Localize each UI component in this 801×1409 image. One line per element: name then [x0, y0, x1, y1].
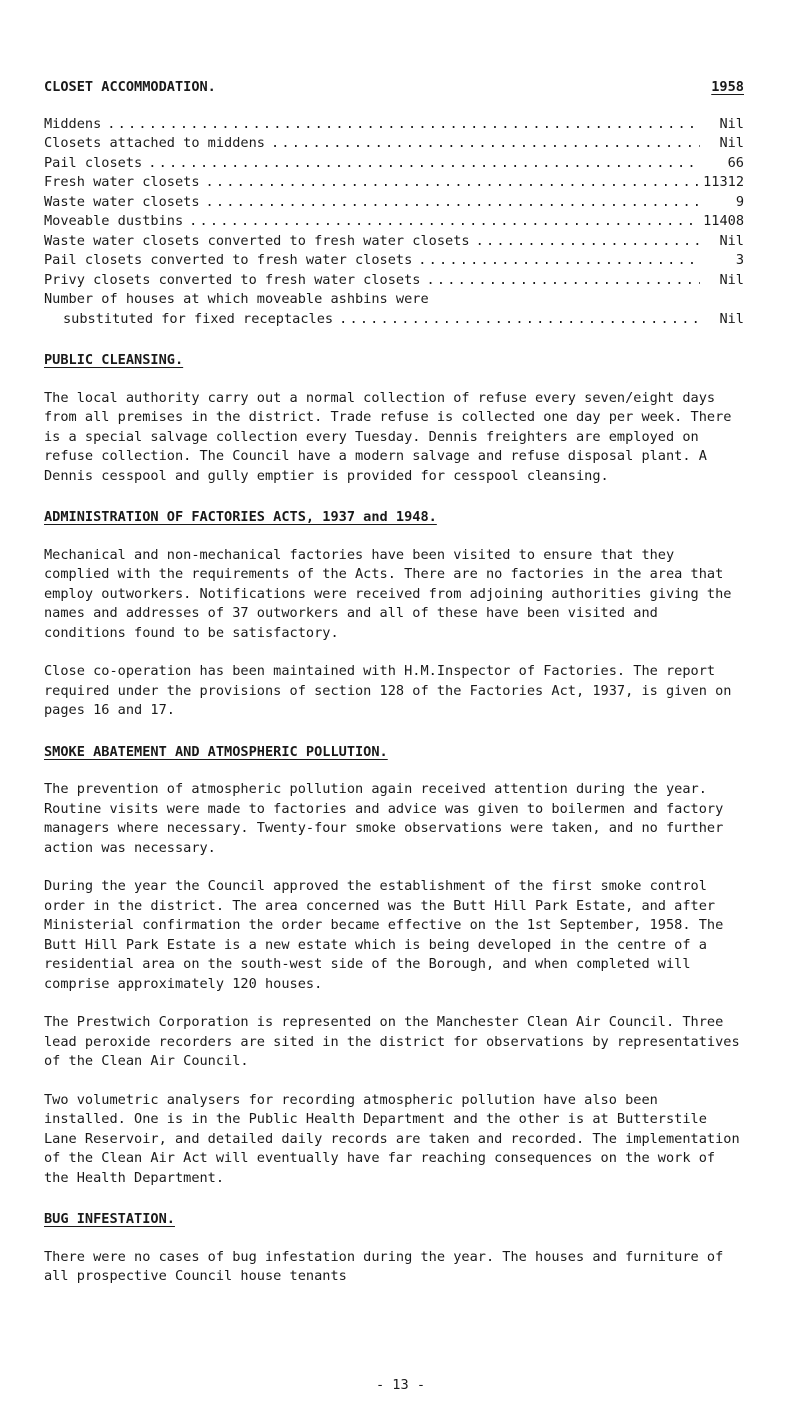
row-label: Middens	[44, 115, 102, 132]
closet-row	[44, 115, 744, 135]
heading-bug-infestation: BUG INFESTATION.	[44, 1211, 175, 1227]
row-value: Nil	[719, 135, 744, 151]
paragraph: Close co-operation has been maintained with H.M.Inspector of Factories. The report required under the provisions of section 128 of the Factories Act, 1937, is given on pages 16 and 17.	[44, 663, 732, 718]
paragraph: The prevention of atmospheric pollution again received attention during the year. Routine visits were made to factories and advice was given to boilermen and factory managers where necessary. Twenty-four smoke observations were taken, and no further action was necessary.	[44, 781, 724, 856]
closet-row	[44, 271, 744, 291]
row-label: Fresh water closets	[44, 174, 200, 190]
page-number: - 13 -	[375, 1377, 426, 1393]
closet-row	[44, 134, 744, 154]
paragraph: During the year the Council approved the establishment of the first smoke control order in the district. The area concerned was the Butt Hill Park Estate, and after Ministerial confirmation the order became effective on the 1st September, 1958. The Butt Hill Park Estate is a new estate which is being developed in the centre of a residential area on the south-west side of the Borough, and when completed will comprise approximately 120 houses.	[44, 878, 724, 992]
dot-leader	[107, 115, 700, 135]
dot-leader	[206, 173, 700, 193]
ashbins-row	[44, 310, 744, 330]
row-value: Nil	[719, 232, 744, 249]
dot-leader	[418, 251, 700, 271]
paragraph: Mechanical and non-mechanical factories have been visited to ensure that they complied with the requirements of the Acts. There are no factories in the area that employ outworkers. Notifications were received from adjoining authorities giving the names and addresses of 37 outworkers and all of these have been visited and conditions found to be satisfactory.	[44, 546, 732, 641]
row-value: 11408	[703, 213, 744, 229]
row-value: 11312	[703, 174, 744, 190]
row-label: Pail closets	[44, 154, 143, 171]
row-label: Closets attached to middens	[44, 135, 265, 151]
closet-row	[44, 212, 744, 232]
closet-row	[44, 154, 744, 174]
closet-row	[44, 193, 744, 213]
dot-leader	[339, 310, 700, 330]
row-value: 66	[727, 154, 744, 171]
closet-row	[44, 173, 744, 193]
row-label: substituted for fixed receptacles	[63, 310, 334, 327]
dot-leader	[271, 134, 700, 154]
row-label: Pail closets converted to fresh water closets	[44, 252, 413, 268]
row-value: 3	[735, 252, 744, 268]
ashbins-label-line: Number of houses at which moveable ashbins were	[44, 291, 429, 307]
paragraph: There were no cases of bug infestation during the year. The houses and furniture of all prospective Council house tenants	[44, 1248, 724, 1284]
document-page	[44, 78, 744, 1306]
dot-leader	[189, 212, 699, 232]
section-title: CLOSET ACCOMMODATION.	[44, 79, 216, 95]
page-header	[44, 78, 744, 98]
dot-leader	[148, 154, 700, 174]
row-value: Nil	[719, 310, 744, 327]
dot-leader	[476, 232, 700, 252]
closet-row	[44, 251, 744, 271]
row-label: Privy closets converted to fresh water closets	[44, 271, 421, 288]
row-value: Nil	[719, 115, 744, 132]
paragraph: The local authority carry out a normal collection of refuse every seven/eight days from all premises in the district. Trade refuse is collected one day per week. There is a special salvage collection every Tuesday. Dennis freighters are employed on refuse collection. The Council have a modern salvage and refuse disposal plant. A Dennis cesspool and gully emptier is provided for cesspool cleansing.	[44, 389, 732, 484]
paragraph: The Prestwich Corporation is represented on the Manchester Clean Air Council. Three lead peroxide recorders are sited in the district for observations by representatives of the Clean Air Council.	[44, 1014, 740, 1069]
dot-leader	[426, 271, 700, 291]
heading-public-cleansing: PUBLIC CLEANSING.	[44, 352, 184, 368]
row-value: Nil	[719, 271, 744, 288]
closet-row	[44, 232, 744, 252]
report-year: 1958	[711, 79, 744, 95]
closet-table	[44, 115, 744, 330]
heading-factories-acts: ADMINISTRATION OF FACTORIES ACTS, 1937 and 1948.	[44, 509, 437, 525]
dot-leader	[206, 193, 701, 213]
paragraph: Two volumetric analysers for recording atmospheric pollution have also been installed. One is in the Public Health Department and the other is at Butterstile Lane Reservoir, and detailed daily records are taken and recorded. The implementation of the Clean Air Act will eventually have far reaching consequences on the work of the Health Department.	[44, 1091, 740, 1186]
row-label: Waste water closets converted to fresh water closets	[44, 232, 470, 249]
heading-smoke-abatement: SMOKE ABATEMENT AND ATMOSPHERIC POLLUTION.	[44, 743, 388, 760]
row-label: Moveable dustbins	[44, 213, 184, 229]
row-value: 9	[735, 193, 744, 210]
row-label: Waste water closets	[44, 193, 200, 210]
